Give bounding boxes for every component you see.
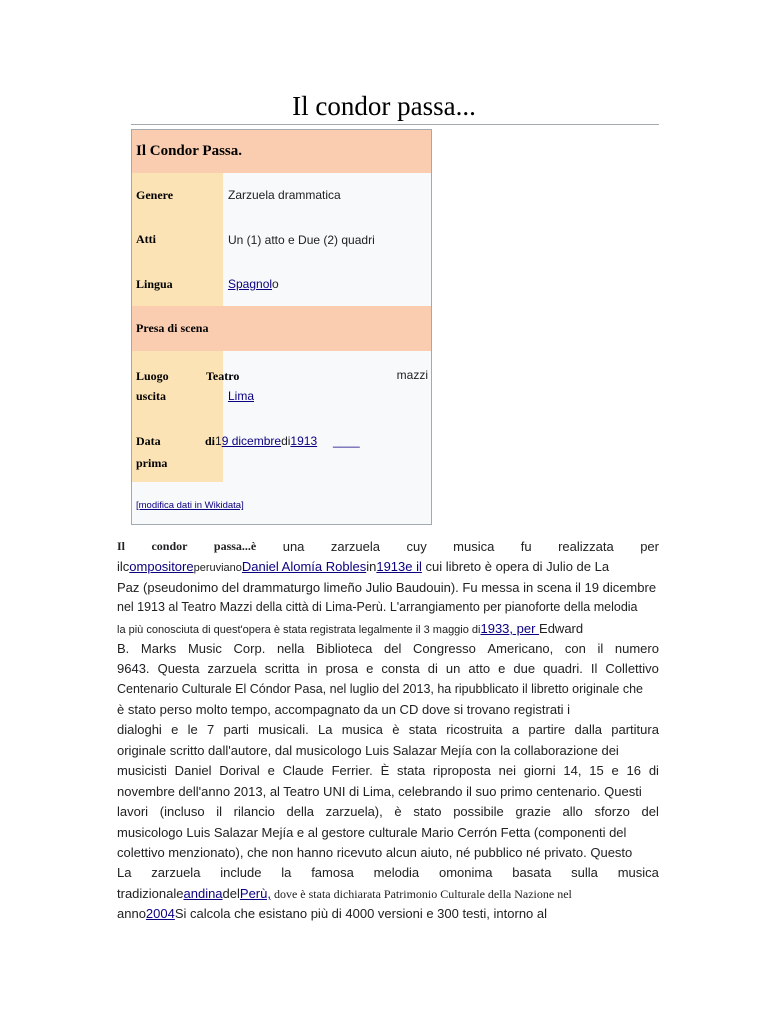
word: È [380, 763, 390, 778]
body-line: colettivo menzionato), che non hanno ricevuto alcun aiuto, né pubblico né privato. Questo [117, 845, 633, 860]
data-prefix: di [205, 434, 216, 448]
body-line [117, 640, 659, 657]
word: di [648, 763, 659, 778]
word: musicisti [117, 763, 167, 778]
word: due [513, 661, 536, 676]
word: fu [520, 539, 532, 554]
word: zarzuela [151, 865, 201, 880]
infobox-value: Un (1) atto e Due (2) quadri [228, 232, 375, 247]
word: un [445, 661, 461, 676]
word: passa...è [213, 539, 257, 553]
body-line [117, 885, 659, 903]
year-1913-link[interactable]: 1913 [376, 559, 406, 574]
lingua-link[interactable]: Spagnol [228, 277, 273, 291]
word: stata [397, 763, 426, 778]
data-value [205, 434, 317, 449]
label-line: Data [136, 433, 161, 448]
word: di [427, 661, 438, 676]
word: Americano, [487, 641, 554, 656]
body-line [117, 620, 659, 639]
year-link[interactable]: 1913 [290, 434, 318, 448]
luogo-lima-link[interactable]: Lima [228, 389, 255, 403]
word: sulla [571, 865, 598, 880]
word: zarzuela [330, 539, 381, 554]
infobox-row-luogo [132, 351, 431, 421]
word: famosa [311, 865, 354, 880]
word: condor [151, 539, 188, 553]
word: basata [512, 865, 552, 880]
word: include [220, 865, 262, 880]
word: (incluso [159, 804, 205, 819]
infobox-row-atti [132, 217, 431, 262]
body-line [117, 762, 659, 779]
text: peruviano [193, 562, 242, 574]
infobox-row-genere [132, 173, 431, 217]
infobox-row-lingua [132, 262, 431, 306]
title-divider [131, 124, 659, 125]
label-line: uscita [136, 389, 166, 403]
body-line: nel 1913 al Teatro Mazzi della città di Lima-Perù. L'arrangiamento per pianoforte della melodia [117, 600, 638, 614]
word: parti [223, 722, 249, 737]
page-title: Il condor passa... [292, 91, 476, 121]
word: consta [381, 661, 420, 676]
andina-link[interactable]: andina [183, 886, 223, 901]
infobox-label: Genere [132, 173, 223, 217]
body-line: novembre dell'anno 2013, al Teatro UNI di Lima, celebrando il suo primo centenario. Questi [117, 784, 642, 799]
year-2004-link[interactable]: 2004 [145, 906, 175, 921]
word: grazie [515, 804, 551, 819]
word: melodia [373, 865, 420, 880]
per-link[interactable]: , per [509, 621, 540, 636]
infobox-footer [132, 482, 431, 524]
word: quadri. [543, 661, 583, 676]
data-text: 1 [215, 434, 222, 448]
text: c [122, 559, 130, 574]
word: stata [408, 722, 437, 737]
year-1933-link[interactable]: 1933 [480, 621, 510, 636]
word: a [511, 722, 520, 737]
word: cuy [406, 539, 427, 554]
word: dialoghi [117, 722, 162, 737]
data-text: di [281, 434, 291, 448]
text: in [366, 559, 377, 574]
word: scritta [264, 661, 300, 676]
word: è [392, 722, 400, 737]
infobox [131, 129, 432, 525]
text: del [222, 886, 240, 901]
word: musica [453, 539, 495, 554]
word: giorni [523, 763, 556, 778]
word: Il [117, 539, 126, 553]
text: anno [117, 906, 146, 921]
word: 15 [589, 763, 604, 778]
infobox-value [223, 262, 431, 306]
word: e [611, 763, 619, 778]
word: per [640, 539, 659, 554]
daniel-alomia-robles-link[interactable]: Daniel Alomía Robles [241, 559, 367, 574]
body-line [117, 538, 659, 555]
infobox-header: Il Condor Passa. [132, 130, 431, 173]
word: con [564, 641, 586, 656]
word: partire [528, 722, 566, 737]
word: prosa [325, 661, 359, 676]
infobox-label: Atti [132, 217, 223, 262]
infobox-label: Lingua [132, 262, 223, 306]
word: Questa [157, 661, 200, 676]
word: Dorival [219, 763, 260, 778]
word: riproposta [433, 763, 491, 778]
body-line: originale scritto dall'autore, dal musicologo Luis Salazar Mejía con la collaborazione dei [117, 743, 619, 758]
word: musicali. [258, 722, 309, 737]
word: stato [413, 804, 442, 819]
word: in [307, 661, 318, 676]
word: sforzo [594, 804, 630, 819]
word: le [187, 722, 198, 737]
word: nei [498, 763, 516, 778]
body-line: musicologo Luis Salazar Mejía e al gestore culturale Mario Cerrón Fetta (componenti del [117, 825, 627, 840]
word: e [171, 722, 179, 737]
word: allo [562, 804, 583, 819]
word: lavori [117, 804, 149, 819]
compositore-link[interactable]: ompositore [129, 559, 194, 574]
word: della [286, 804, 314, 819]
label-line: Luogo [136, 369, 169, 383]
word: atto [468, 661, 491, 676]
word: musica [341, 722, 383, 737]
luogo-teatro: Teatro [206, 369, 240, 383]
word: il [216, 804, 222, 819]
word: realizzata [558, 539, 614, 554]
word: partitura [611, 722, 659, 737]
word: 7 [207, 722, 215, 737]
word: Daniel [174, 763, 212, 778]
body-line [117, 803, 659, 820]
infobox-label [132, 421, 223, 482]
body-line [117, 864, 659, 881]
word: ricostruita [446, 722, 503, 737]
word: Collettivo [605, 661, 659, 676]
infobox-row-data [132, 421, 431, 482]
infobox-value: Zarzuela drammatica [228, 188, 341, 202]
word: possibile [453, 804, 504, 819]
text: Edward [539, 621, 584, 636]
word: musica [617, 865, 659, 880]
infobox-section-presa-di-scena: Presa di scena [132, 306, 431, 351]
body-line [117, 721, 659, 738]
word: zarzuela [207, 661, 257, 676]
text: la più conosciuta di quest'opera è stata registrata legalmente il 3 maggio di [117, 624, 481, 636]
word: una [282, 539, 305, 554]
wikidata-edit-link[interactable]: [modifica dati in Wikidata] [136, 500, 244, 511]
body-line [117, 660, 659, 677]
text: il [117, 559, 123, 574]
word: Marks [140, 641, 177, 656]
word: Ferrier. [331, 763, 373, 778]
text: tradizionale [117, 886, 184, 901]
word: 16 [626, 763, 642, 778]
word: nella [276, 641, 305, 656]
e-il-link[interactable]: e il [405, 559, 422, 574]
peru-link[interactable]: Perù, [239, 886, 271, 901]
label-line: prima [136, 455, 168, 470]
word: numero [614, 641, 659, 656]
word: Biblioteca [316, 641, 373, 656]
body-line: Centenario Culturale El Cóndor Pasa, nel luglio del 2013, ha ripubblicato il libretto originale che [117, 682, 644, 696]
word: Music [187, 641, 222, 656]
word: del [641, 804, 659, 819]
date-link[interactable]: 9 dicembre [221, 434, 282, 448]
body-line [117, 558, 659, 577]
infobox-label [132, 351, 223, 421]
word: zarzuela), [325, 804, 383, 819]
word: del [384, 641, 402, 656]
word: La [317, 722, 333, 737]
text: dove è stata dichiarata Patrimonio Culturale della Nazione nel [270, 887, 572, 901]
word: e [267, 763, 275, 778]
word: Congresso [413, 641, 476, 656]
word: Corp. [233, 641, 266, 656]
word: Claude [282, 763, 324, 778]
text: Si calcola che esistano più di 4000 versioni e 300 testi, intorno al [174, 906, 548, 921]
word: B. [117, 641, 130, 656]
word: Il [590, 661, 598, 676]
word: il [597, 641, 604, 656]
word: e [498, 661, 506, 676]
word: la [281, 865, 292, 880]
text: cui libreto è opera di Julio de La [421, 559, 610, 574]
body-line: Paz (pseudonimo del drammaturgo limeño Julio Baudouin). Fu messa in scena il 19 dicembre [117, 580, 657, 595]
lingua-tail: o [272, 277, 279, 291]
word: omonima [438, 865, 493, 880]
word: è [394, 804, 402, 819]
luogo-mazzi: mazzi [396, 368, 428, 382]
word: e [366, 661, 374, 676]
word: 14, [563, 763, 582, 778]
blank-link[interactable]: ____ [333, 434, 360, 448]
word: 9643. [117, 661, 150, 676]
word: rilancio [233, 804, 275, 819]
body-line [117, 905, 659, 922]
word: dalla [574, 722, 602, 737]
word: La [117, 865, 132, 880]
body-line: è stato perso molto tempo, accompagnato da un CD dove si trovano registrati i [117, 702, 571, 717]
